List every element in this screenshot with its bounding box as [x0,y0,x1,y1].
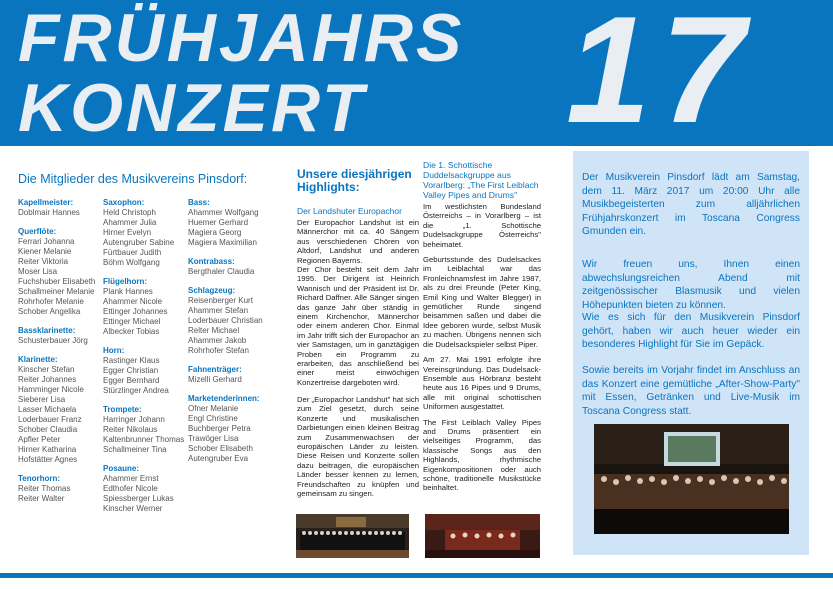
member-name: Rohrhofer Stefan [188,346,249,355]
member-group [18,227,106,317]
member-group-heading: Kontrabass: [188,257,235,266]
member-name: Harringer Johann [103,415,165,424]
member-group [18,474,106,504]
duddel-section [423,160,541,493]
member-name: Buchberger Petra [188,424,251,433]
member-name: Lasser Michaela [18,405,77,414]
member-name: Rastinger Klaus [103,356,160,365]
member-name: Moser Lisa [18,267,58,276]
info-paragraph-4: Sowie bereits im Vorjahr findet im Anschluss an das Konzert eine gemütliche „After-Show-Party" mit Essen, Getränken und Live-Musik im Toscana Congress statt. [582,365,800,417]
member-name: Edthofer Nicole [103,484,158,493]
member-name: Fuchshuber Elisabeth [18,277,96,286]
member-name: Hofstätter Agnes [18,455,78,464]
member-name: Ahammer Julia [103,218,157,227]
member-group [18,326,106,346]
member-group-heading: Fahnenträger: [188,365,242,374]
member-name: Reiter Viktoria [18,257,69,266]
member-name: Apfler Peter [18,435,61,444]
info-panel [573,151,809,555]
member-group [188,286,283,356]
member-name: Ofner Melanie [188,404,239,413]
member-name: Held Christoph [103,208,156,217]
europachor-subtitle: Der Landshuter Europachor [297,206,402,216]
member-name: Reiter Walter [18,494,65,503]
duddel-paragraph-4: The First Leiblach Valley Pipes and Drums präsentiert ein vielseitiges Programm, das klassische Songs aus den Highlands, rhythmische Eigenkompositionen oder auch schöne, traditionelle Musikstücke beinhaltet. [423,417,541,493]
member-name: Sieberer Lisa [18,395,66,404]
member-name: Fürtbauer Judith [103,248,162,257]
members-column-1 [18,198,106,513]
members-section [0,146,285,573]
member-name: Stürzlinger Andrea [103,386,169,395]
member-name: Kiener Melanie [18,247,72,256]
europachor-paragraph-1: Der Europachor Landshut ist ein Männerchor mit ca. 40 Sängern aus verschiedenen Chören von Altdorf, Landshut und anderen Regionen Bayerns. [297,218,419,265]
member-name: Doblmair Hannes [18,208,80,217]
member-name: Ahammer Jakob [188,336,247,345]
members-column-2 [103,198,188,523]
member-group [18,198,106,218]
member-name: Ferrari Johanna [18,237,75,246]
member-group [188,365,283,385]
member-name: Trawöger Lisa [188,434,239,443]
member-name: Rohrhofer Melanie [18,297,84,306]
highlights-title: Unsere diesjährigen Highlights: [297,167,412,194]
member-name: Egger Christian [103,366,159,375]
member-name: Ahammer Stefan [188,306,249,315]
info-paragraph-1: Der Musikverein Pinsdorf lädt am Samstag, dem 11. März 2017 um 20:00 Uhr alle Musikbegeisterten zum alljährlichen Frühjahrskonzert im Toscana Congress Gmunden ein. [582,172,800,238]
europachor-paragraph-2: Der Chor besteht seit dem Jahr 1995. Der Dirigent ist Heinrich Wannisch und der Präsident ist Dr. Richard Daffner. Alle Sänger singen das ganze Jahr über ständig in einem Kirchenchor, Männerchor oder einem anderen Chor. Einmal im Jahr trifft sich der Europachor an vier Samstagen, um in ganztägigen Proben ein Programm zu erarbeiten, das anschließend bei einer meist einwöchigen Konzertreise dargeboten wird. [297,265,419,387]
title-line-2: KONZERT [18,70,367,146]
member-name: Relter Michael [188,326,240,335]
member-group-heading: Bass: [188,198,210,207]
member-name: Ettinger Michael [103,317,161,326]
info-paragraph-3: Wie es sich für den Musikverein Pinsdorf gehört, haben wir auch heuer wieder ein besonderes Highlight für Sie im Gepäck. [582,312,800,351]
member-name: Bergthaler Claudia [188,267,255,276]
member-group-heading: Flügelhorn: [103,277,147,286]
member-name: Schober Elisabeth [188,444,253,453]
header-banner [0,0,833,146]
member-name: Hamminger Nicole [18,385,84,394]
member-name: Kinscher Werner [103,504,163,513]
member-name: Spiessberger Lukas [103,494,174,503]
info-paragraph-2: Wir freuen uns, Ihnen einen abwechslungsreichen Abend mit zeitgenössischer Blasmusik und vielen Höhepunkten bieten zu können. [582,259,800,311]
duddel-paragraph-1: Im westlichsten Bundesland Österreichs – in Vorarlberg – ist die „1. Schottische Dudelsackgruppe Österreichs" beheimatet. [423,202,541,249]
member-group [103,405,188,455]
concert-hall-photo [594,424,789,534]
member-name: Autengruber Sabine [103,238,175,247]
member-name: Loderbauer Christian [188,316,263,325]
member-group-heading: Klarinette: [18,355,58,364]
member-name: Schober Claudia [18,425,78,434]
member-group [103,277,188,337]
member-name: Magiera Maximilian [188,238,257,247]
member-group [103,346,188,396]
member-group-heading: Tenorhorn: [18,474,61,483]
duddel-paragraph-3: Am 27. Mai 1991 erfolgte ihre Vereinsgründung. Das Dudelsack-Ensemble aus Hörbranz besteht heute aus 16 Pipes und 9 Drums, alle mit original schottischen Uniformen ausgestattet. [423,355,541,412]
member-name: Ahammer Ernst [103,474,159,483]
member-group [188,257,283,277]
member-name: Egger Bernhard [103,376,160,385]
member-name: Ettinger Johannes [103,307,168,316]
member-group-heading: Querflöte: [18,227,57,236]
member-name: Kinscher Stefan [18,365,75,374]
member-name: Reisenberger Kurt [188,296,253,305]
member-group [188,198,283,248]
member-name: Ahammer Nicole [103,297,163,306]
europachor-paragraph-3: Der „Europachor Landshut" hat sich zum Ziel gesetzt, durch seine Konzerte und musikalischen Darbietungen einen kleinen Beitrag zum Zusammenwachsen der europäischen Länder zu leisten. Diese Reisen und Konzerte sollen dazu beitragen, die europäischen Länder besser kennen zu lernen, Freundschaften zu knüpfen und gemeinsam zu singen. [297,395,419,499]
member-name: Engl Christine [188,414,238,423]
member-group-heading: Saxophon: [103,198,145,207]
member-group [103,464,188,514]
member-group-heading: Posaune: [103,464,140,473]
member-name: Autengruber Eva [188,454,249,463]
member-name: Reiter Nikolaus [103,425,158,434]
duddel-title: Die 1. Schottische Duddelsackgruppe aus Vorarlberg: „The First Leiblach Valley Pipes and Drums" [423,160,539,200]
member-name: Reiter Johannes [18,375,77,384]
member-name: Mizelli Gerhard [188,375,242,384]
member-group-heading: Horn: [103,346,125,355]
member-name: Huemer Gerhard [188,218,249,227]
member-name: Schusterbauer Jörg [18,336,88,345]
choir-photo [296,514,409,558]
bottom-accent-bar [0,573,833,578]
member-name: Plank Hannes [103,287,153,296]
member-group-heading: Marketenderinnen: [188,394,260,403]
member-name: Schober Angelika [18,307,81,316]
member-name: Böhm Wolfgang [103,258,160,267]
member-group [188,394,283,464]
member-group-heading: Trompete: [103,405,142,414]
member-name: Albecker Tobias [103,327,160,336]
member-name: Magiera Georg [188,228,242,237]
member-name: Reiter Thomas [18,484,71,493]
duddel-paragraph-2: Geburtsstunde des Dudelsackes im Leiblachtal war das Fronleichnamsfest im Jahre 1987, als zu drei Freunde (Peter King, Emil King und Walter Blegger) in gemütlicher Runde singend beisammen saßen und dabei die Idee geboren wurde, selbst Musik zu machen. Übrigens nennen sich die Dudelsackspieler selbst Piper. [423,255,541,349]
members-column-3 [188,198,283,473]
member-group-heading: Schlagzeug: [188,286,236,295]
member-group-heading: Bassklarinette: [18,326,76,335]
member-name: Hirner Katharina [18,445,77,454]
member-name: Ahammer Wolfgang [188,208,259,217]
member-name: Hirner Evelyn [103,228,152,237]
year-number: 17 [566,0,756,146]
member-group-heading: Kapellmeister: [18,198,74,207]
member-name: Schallmeiner Melanie [18,287,95,296]
members-title: Die Mitglieder des Musikvereins Pinsdorf: [18,172,248,186]
member-name: Loderbauer Franz [18,415,82,424]
member-group [18,355,106,465]
member-name: Schallmeiner Tina [103,445,167,454]
member-name: Kaltenbrunner Thomas [103,435,185,444]
title-line-1: FRÜHJAHRS [18,0,465,76]
pipes-drums-photo [425,514,540,558]
member-group [103,198,188,268]
